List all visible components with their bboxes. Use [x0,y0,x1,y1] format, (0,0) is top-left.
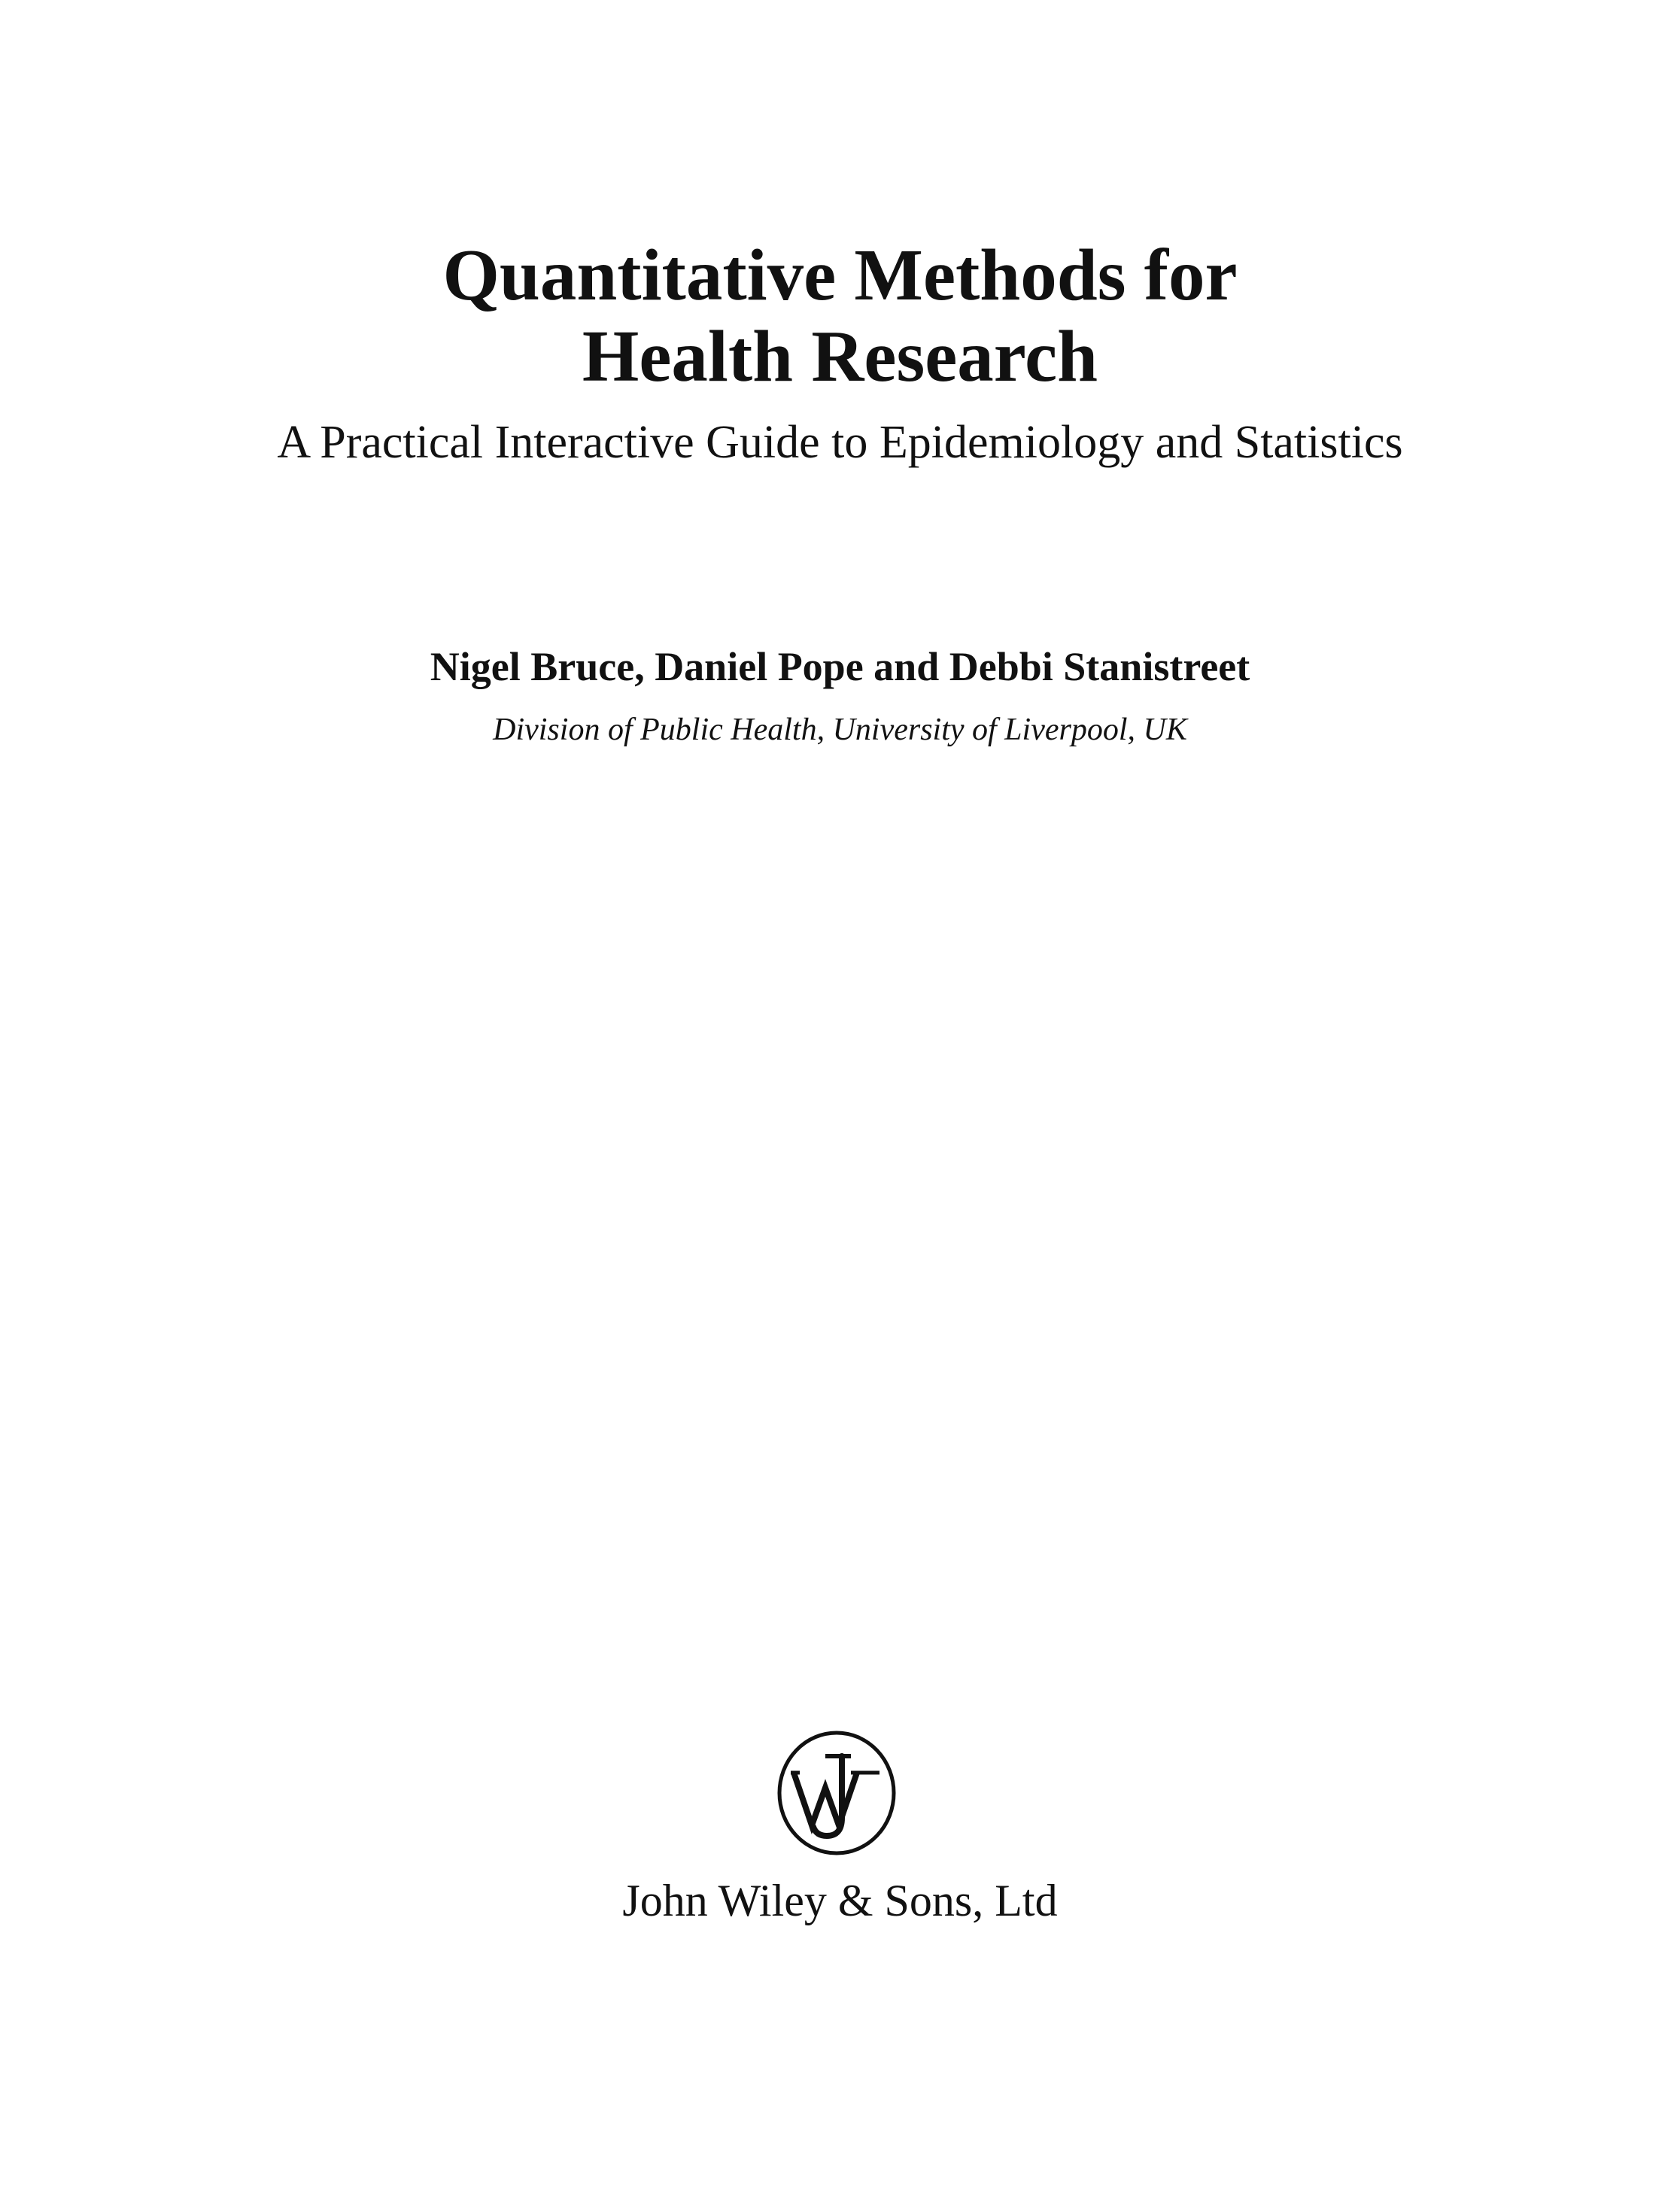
affiliation: Division of Public Health, University of Liverpool, UK [493,713,1187,747]
wiley-logo-icon [773,1729,901,1857]
publisher-name: John Wiley & Sons, Ltd [622,1876,1058,1925]
book-title [0,235,1680,397]
title-line-1: Quantitative Methods for [442,235,1238,315]
authors: Nigel Bruce, Daniel Pope and Debbi Stanistreet [430,644,1250,689]
book-subtitle: A Practical Interactive Guide to Epidemiology and Statistics [277,417,1403,468]
title-line-2: Health Research [582,316,1098,397]
